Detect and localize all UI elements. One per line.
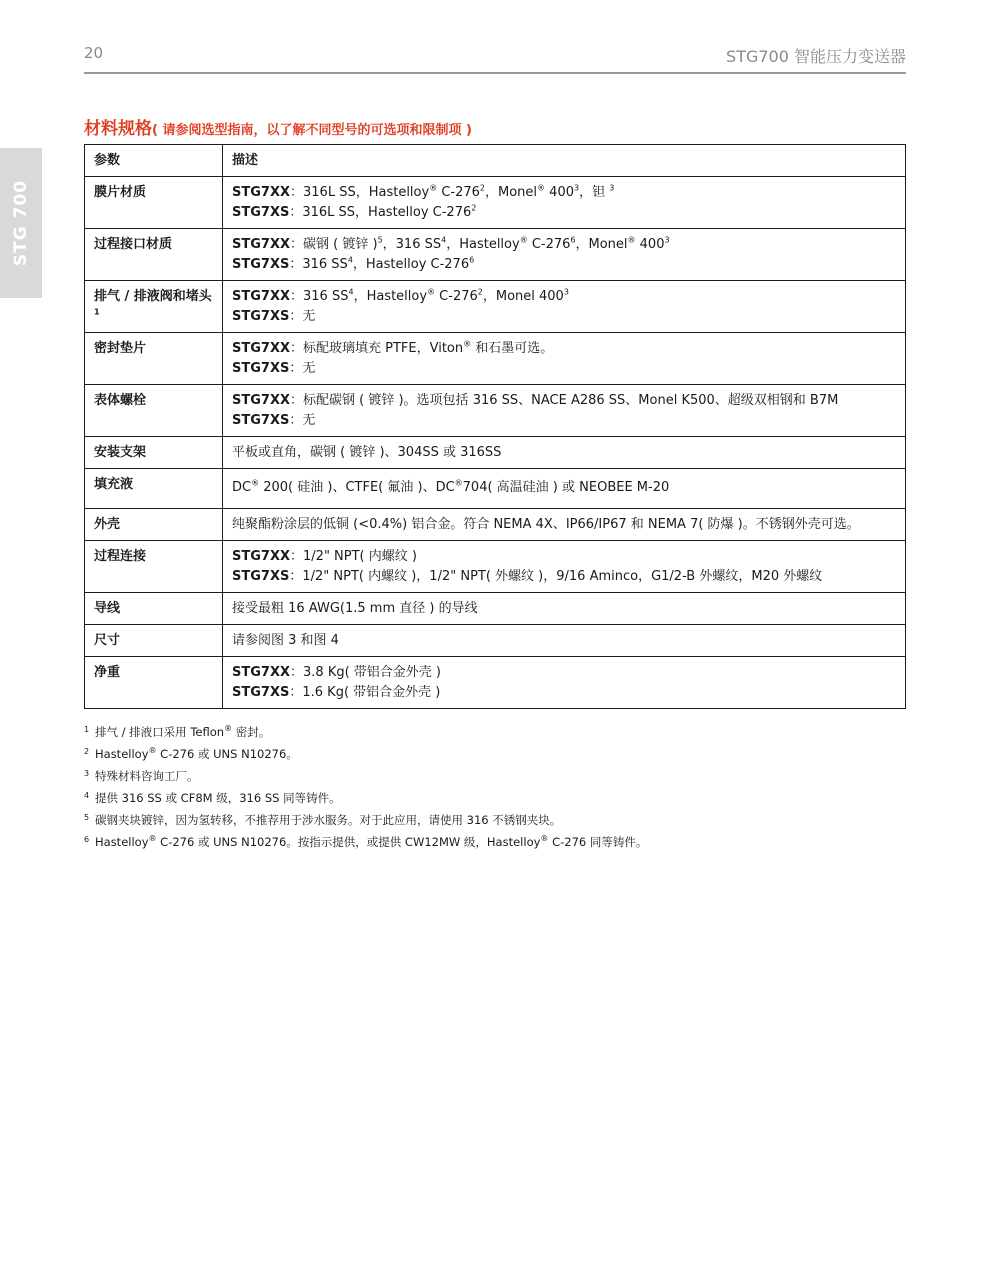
header-param: 参数	[85, 145, 223, 177]
row-fill-fluid	[85, 469, 906, 509]
superscript: 4	[348, 287, 354, 297]
superscript: 2	[477, 287, 483, 297]
footnote-3	[84, 764, 906, 786]
materials-spec-table	[84, 144, 906, 709]
rich-text: DC® 200( 硅油 )、CTFE( 氟油 )、DC®704( 高温硅油 ) 或 NEOBEE M-20	[232, 478, 670, 495]
footnote-text: 排气 / 排液口采用 Teflon® 密封。	[95, 724, 271, 739]
superscript: ®	[148, 746, 157, 756]
superscript: ®	[429, 183, 438, 193]
superscript: ®	[463, 339, 472, 349]
desc-cell: 请参阅图 3 和图 4	[223, 625, 906, 657]
model-label: STG7XX	[232, 341, 290, 356]
model-label: STG7XS	[232, 205, 290, 220]
rich-text: 316 $SS^4$，Hastelloy $C-276^6$	[302, 255, 475, 272]
superscript: 3	[574, 183, 580, 193]
model-label: STG7XX	[232, 393, 290, 408]
footnote-text: 碳钢夹块镀锌，因为氢转移，不推荐用于涉水服务。对于此应用，请使用 316 不锈钢夹块。	[95, 813, 562, 827]
xs-text: 无	[302, 413, 316, 428]
desc-cell	[223, 229, 906, 281]
row-process-conn-material	[85, 229, 906, 281]
footnote-6	[84, 830, 906, 852]
table-header-row	[85, 145, 906, 177]
desc-cell	[223, 385, 906, 437]
xx-line	[232, 339, 896, 359]
document-title: STG700 智能压力变送器	[726, 47, 906, 66]
footnote-number: 2	[84, 747, 90, 756]
param-cell: 过程连接	[85, 541, 223, 593]
rich-text: 碳钢 ( 镀锌 )$^5$，316 $SS^4$，Hastelloy® $C-276^6$，Monel® $400^3$	[303, 235, 670, 252]
superscript: 3	[609, 183, 615, 193]
model-sep: ：	[290, 185, 304, 200]
desc-cell	[223, 541, 906, 593]
section-note: ( 请参阅选型指南，以了解不同型号的可选项和限制项 )	[152, 123, 472, 138]
model-label: STG7XX	[232, 289, 290, 304]
footnote-1	[84, 720, 906, 742]
superscript: ®	[251, 478, 260, 488]
row-weight	[85, 657, 906, 709]
footnote-number: 1	[84, 725, 90, 734]
param-cell: 膜片材质	[85, 177, 223, 229]
side-tab	[0, 148, 42, 298]
rich-text: 316L SS，Hastelloy® $C-276^2$，Monel® $400^3$，钽 $^3$	[303, 183, 615, 200]
model-label: STG7XS	[232, 413, 290, 428]
superscript: 2	[471, 203, 477, 213]
desc-cell	[223, 657, 906, 709]
superscript: 4	[347, 255, 353, 265]
desc-cell	[223, 177, 906, 229]
rich-text: 标配玻璃填充 PTFE，Viton® 和石墨可选。	[303, 339, 554, 356]
rich-text: 316 $SS^4$，Hastelloy® $C-276^2$，Monel $400^3$	[303, 287, 569, 304]
param-cell: 净重	[85, 657, 223, 709]
xs-text: 无	[302, 361, 316, 376]
model-label: STG7XS	[232, 569, 290, 584]
row-process-conn	[85, 541, 906, 593]
superscript: ®	[537, 183, 546, 193]
desc-cell: 接受最粗 16 AWG(1.5 mm 直径 ) 的导线	[223, 593, 906, 625]
xs-line	[232, 567, 896, 587]
model-label: STG7XX	[232, 185, 290, 200]
row-diaphragm	[85, 177, 906, 229]
model-sep: ：	[290, 237, 304, 252]
model-label: STG7XS	[232, 685, 290, 700]
footnote-number: 5	[84, 813, 90, 822]
superscript: ®	[224, 724, 233, 734]
model-sep: ：	[290, 393, 304, 408]
superscript: 5	[377, 235, 383, 245]
footnote-4	[84, 786, 906, 808]
model-sep: ：	[289, 361, 303, 376]
superscript: 4	[441, 235, 447, 245]
model-label: STG7XX	[232, 237, 290, 252]
desc-cell	[223, 469, 906, 509]
superscript: 3	[563, 287, 569, 297]
row-wiring	[85, 593, 906, 625]
model-sep: ：	[290, 341, 304, 356]
xx-line	[232, 235, 896, 255]
superscript: ®	[627, 235, 636, 245]
param-cell: 尺寸	[85, 625, 223, 657]
page-number: 20	[84, 44, 104, 62]
model-sep: ：	[290, 549, 304, 564]
superscript: 6	[570, 235, 576, 245]
xx-line	[232, 663, 896, 683]
xx-line	[232, 183, 896, 203]
footnote-text: 提供 316 SS 或 CF8M 级，316 SS 同等铸件。	[95, 791, 341, 805]
row-bolts	[85, 385, 906, 437]
footnote-number: 4	[84, 791, 90, 800]
xs-line	[232, 411, 896, 431]
model-sep: ：	[289, 205, 303, 220]
xx-line	[232, 547, 896, 567]
superscript: 6	[469, 255, 475, 265]
param-cell: 导线	[85, 593, 223, 625]
model-label: STG7XS	[232, 257, 290, 272]
xx-text: 3.8 Kg( 带铝合金外壳 )	[303, 665, 442, 680]
row-gasket	[85, 333, 906, 385]
section-heading	[84, 114, 472, 139]
desc-cell	[223, 281, 906, 333]
xs-line	[232, 255, 896, 275]
footnote-2	[84, 742, 906, 764]
header-desc: 描述	[223, 145, 906, 177]
footnote-text: Hastelloy® C-276 或 UNS N10276。	[95, 746, 298, 761]
rich-text: 316L SS，Hastelloy $C-276^2$	[302, 203, 477, 220]
param-cell	[85, 281, 223, 333]
model-label: STG7XX	[232, 549, 290, 564]
model-sep: ：	[289, 569, 303, 584]
superscript: ®	[519, 235, 528, 245]
footnote-text: Hastelloy® C-276 或 UNS N10276。按指示提供，或提供 CW12MW 级，Hastelloy® C-276 同等铸件。	[95, 834, 648, 849]
param-cell: 安装支架	[85, 437, 223, 469]
model-sep: ：	[289, 257, 303, 272]
desc-cell: 纯聚酯粉涂层的低铜 (<0.4%) 铝合金。符合 NEMA 4X、IP66/IP67 和 NEMA 7( 防爆 )。不锈钢外壳可选。	[223, 509, 906, 541]
footnotes	[84, 720, 906, 852]
page-header	[84, 42, 906, 74]
param-text: 排气 / 排液阀和堵头	[94, 289, 212, 304]
superscript: 3	[664, 235, 670, 245]
superscript: ®	[427, 287, 436, 297]
model-sep: ：	[289, 309, 303, 324]
footnote-text: 特殊材料咨询工厂。	[95, 769, 199, 783]
xx-line	[232, 391, 896, 411]
model-sep: ：	[290, 665, 304, 680]
model-label: STG7XX	[232, 665, 290, 680]
xx-text: 1/2" NPT( 内螺纹 )	[303, 549, 417, 564]
param-cell: 过程接口材质	[85, 229, 223, 281]
xx-text: 标配碳钢 ( 镀锌 )。选项包括 316 SS、NACE A286 SS、Monel K500、超级双相钢和 B7M	[303, 393, 839, 408]
desc-cell: 平板或直角，碳钢 ( 镀锌 )、304SS 或 316SS	[223, 437, 906, 469]
superscript: ®	[148, 834, 157, 844]
model-sep: ：	[289, 685, 303, 700]
superscript: 2	[479, 183, 486, 193]
row-bracket	[85, 437, 906, 469]
xs-line	[232, 307, 896, 327]
xs-text: 1/2" NPT( 内螺纹 )，1/2" NPT( 外螺纹 )，9/16 Aminco，G1/2-B 外螺纹，M20 外螺纹	[302, 569, 823, 584]
xs-line	[232, 203, 896, 223]
param-cell: 密封垫片	[85, 333, 223, 385]
xx-line	[232, 287, 896, 307]
desc-cell	[223, 333, 906, 385]
model-label: STG7XS	[232, 309, 290, 324]
param-cell: 表体螺栓	[85, 385, 223, 437]
superscript: ®	[454, 478, 463, 488]
row-dimensions	[85, 625, 906, 657]
section-title: 材料规格	[84, 119, 152, 139]
footnote-number: 3	[84, 769, 90, 778]
param-cell: 填充液	[85, 469, 223, 509]
row-housing	[85, 509, 906, 541]
param-cell: 外壳	[85, 509, 223, 541]
side-tab-label: STG 700	[11, 179, 31, 267]
xs-text: 1.6 Kg( 带铝合金外壳 )	[302, 685, 441, 700]
model-sep: ：	[290, 289, 304, 304]
footnote-number: 6	[84, 835, 90, 844]
superscript: ®	[540, 834, 549, 844]
footnote-5	[84, 808, 906, 830]
param-sup: 1	[94, 307, 100, 317]
xs-line	[232, 359, 896, 379]
xs-line	[232, 683, 896, 703]
row-vent-drain	[85, 281, 906, 333]
model-label: STG7XS	[232, 361, 290, 376]
xs-text: 无	[302, 309, 316, 324]
model-sep: ：	[289, 413, 303, 428]
